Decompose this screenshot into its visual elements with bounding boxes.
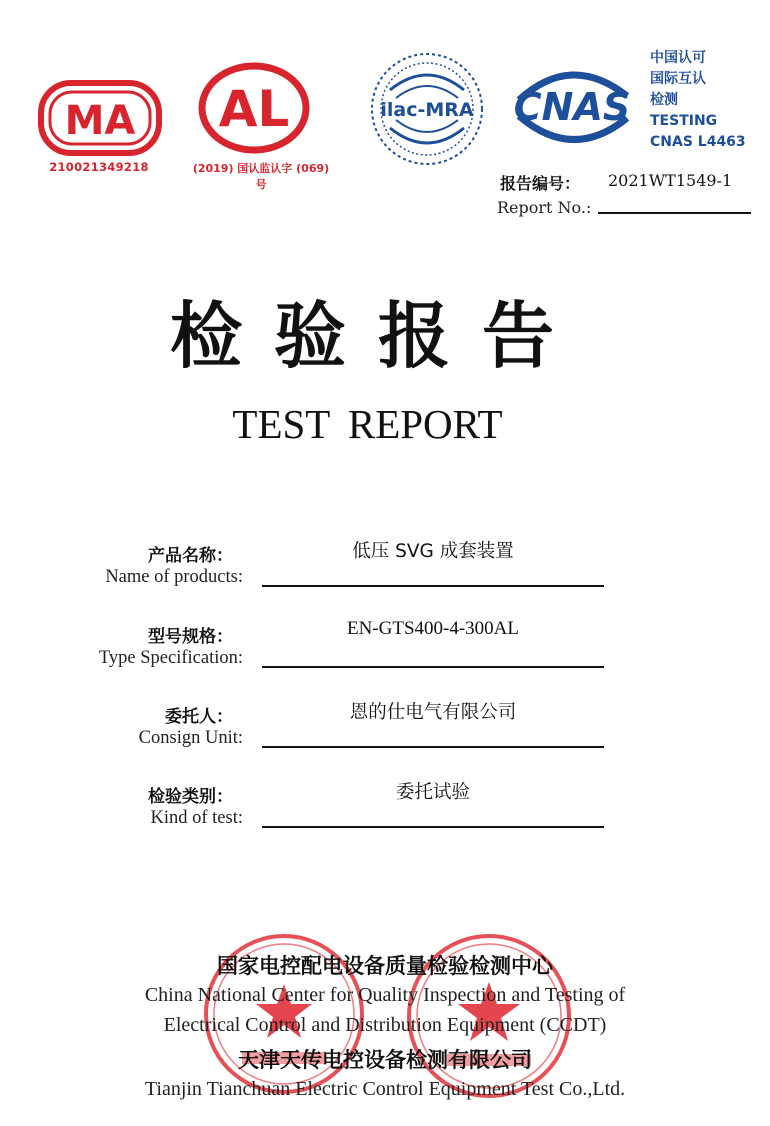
title-cn: 检验报告	[170, 294, 587, 378]
cal-number: (2019) 国认监认字 (069) 号	[192, 162, 330, 191]
field-kind-of-test	[0, 782, 770, 842]
field-label-en: Type Specification:	[98, 648, 243, 668]
report-number-value: 2021WT1549-1	[608, 171, 733, 190]
field-label-cn: 检验类别：	[148, 787, 233, 807]
field-value: 低压 SVG 成套装置	[352, 541, 514, 562]
cma-logo	[38, 80, 162, 156]
cnas-logo	[505, 60, 640, 152]
cnas-accreditation-text	[650, 48, 746, 153]
cma-logo-text: MA	[64, 98, 136, 144]
field-type-specification	[0, 618, 770, 682]
ilac-logo-text: ilac-MRA	[380, 99, 474, 121]
field-underline	[262, 585, 604, 587]
org1-name-en-line1: China National Center for Quality Inspection and Testing of	[144, 984, 626, 1006]
field-label-en: Consign Unit:	[138, 728, 243, 748]
field-consign-unit	[0, 702, 770, 762]
report-number-underline	[598, 212, 751, 214]
cnas-line-2: 国际互认	[650, 71, 706, 87]
org2-name-en: Tianjin Tianchuan Electric Control Equipment Test Co.,Ltd.	[144, 1078, 626, 1100]
cma-number: 210021349218	[49, 160, 149, 174]
cal-logo-text: AL	[218, 80, 290, 138]
cal-logo	[196, 60, 312, 156]
org2-name-cn: 天津天传电控设备检测有限公司	[238, 1048, 532, 1072]
field-underline	[262, 666, 604, 668]
cnas-line-5: CNAS L4463	[650, 134, 746, 150]
org1-name-en-line2: Electrical Control and Distribution Equipment (CCDT)	[163, 1014, 607, 1036]
field-label-cn: 产品名称：	[148, 546, 233, 566]
report-number-label-cn: 报告编号：	[500, 174, 581, 193]
report-number-label-en: Report No.:	[497, 198, 592, 217]
cnas-line-3: 检测	[650, 92, 678, 108]
cnas-line-1: 中国认可	[650, 50, 706, 66]
ilac-mra-logo	[368, 50, 486, 168]
field-underline	[262, 826, 604, 828]
field-value: EN-GTS400-4-300AL	[346, 618, 520, 639]
field-value: 恩的仕电气有限公司	[349, 702, 517, 723]
field-label-en: Name of products:	[105, 567, 243, 587]
field-label-en: Kind of test:	[150, 808, 243, 828]
org1-name-cn: 国家电控配电设备质量检验检测中心	[217, 954, 553, 978]
field-label-cn: 委托人：	[165, 707, 233, 727]
cnas-line-4: TESTING	[650, 113, 718, 129]
field-product-name	[0, 541, 770, 601]
field-value: 委托试验	[395, 782, 470, 803]
field-label-cn: 型号规格：	[148, 627, 233, 647]
cnas-logo-text: CNAS	[513, 85, 631, 129]
title-en: TEST REPORT	[232, 401, 503, 447]
field-underline	[262, 746, 604, 748]
